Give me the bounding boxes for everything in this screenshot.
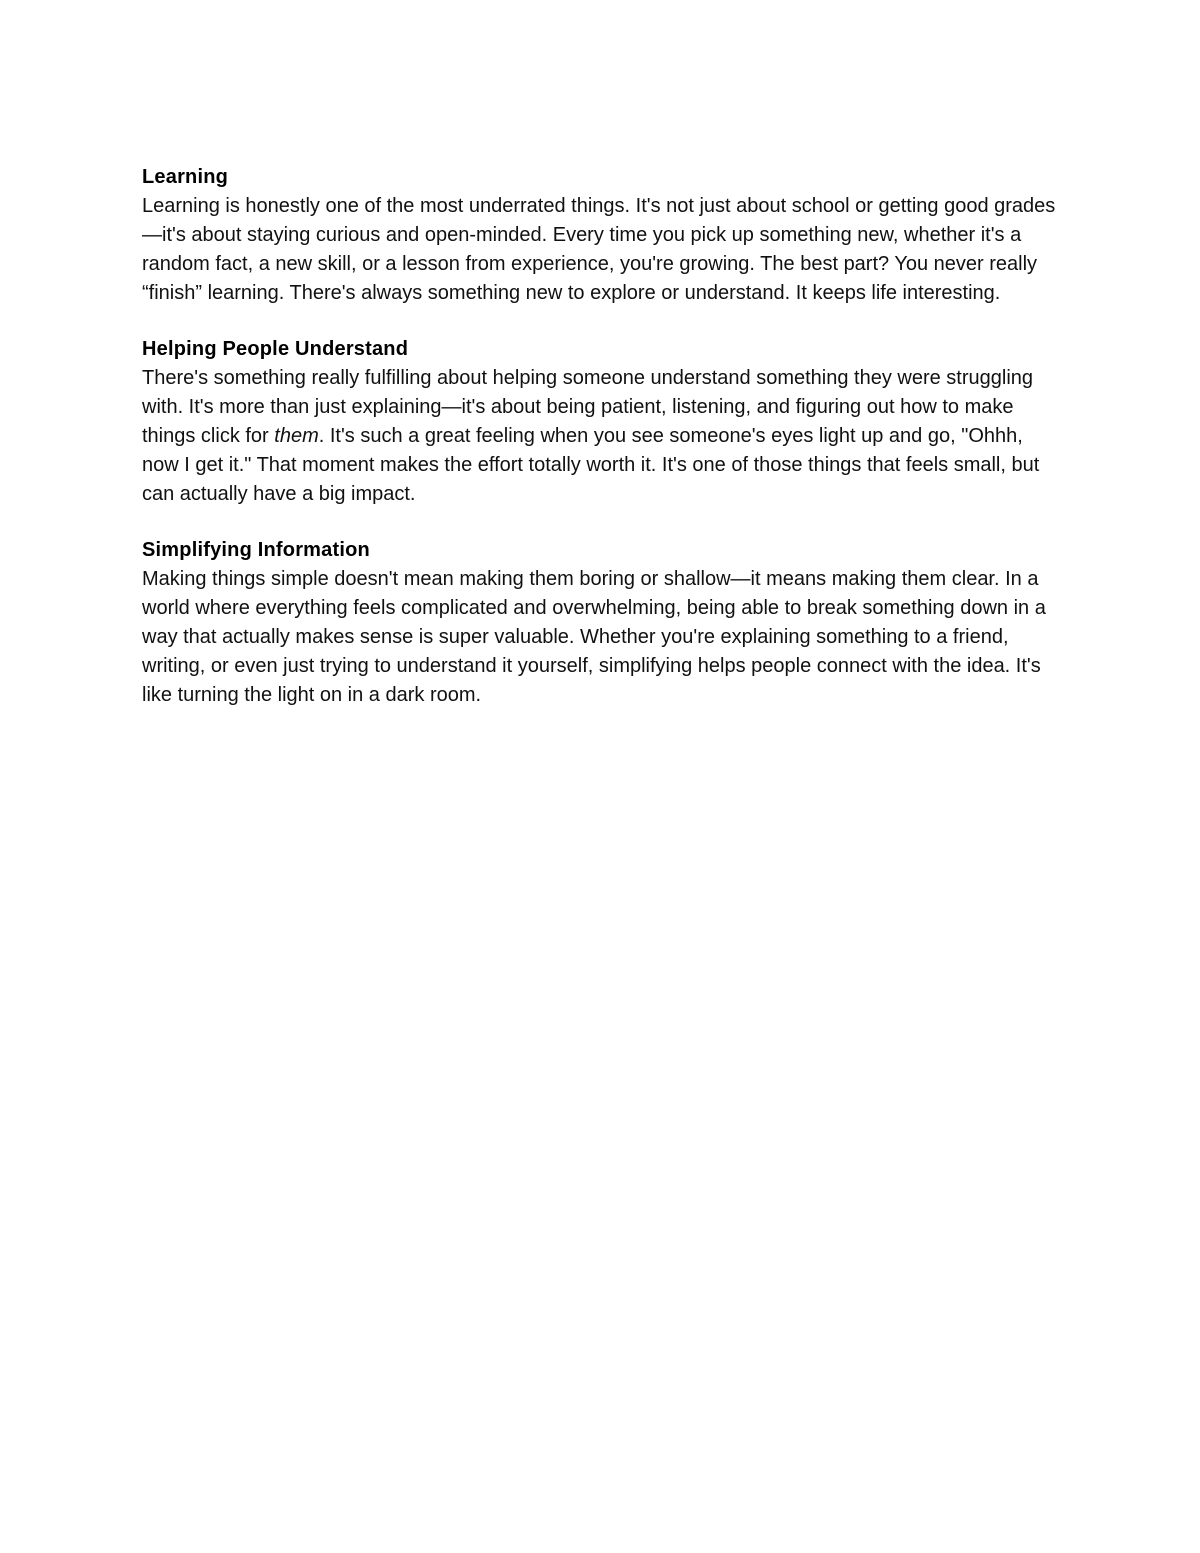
section-helping-people-understand — [142, 335, 1062, 509]
section-paragraph: Making things simple doesn't mean making them boring or shallow—it means making them clear. In a world where everything feels complicated and overwhelming, being able to break something down in a way that actually makes sense is super valuable. Whether you're explaining something to a friend, writing, or even just trying to understand it yourself, simplifying helps people connect with the idea. It's like turning the light on in a dark room. — [142, 568, 1046, 706]
section-heading: Simplifying Information — [142, 539, 370, 561]
section-heading: Helping People Understand — [142, 338, 409, 360]
section-paragraph — [142, 364, 1062, 509]
section-heading: Learning — [142, 166, 229, 188]
document-content — [142, 163, 1062, 737]
paragraph-text: There's something really fulfilling about helping someone understand something they were struggling with. It's more than just explaining—it's about being patient, listening, and figuring out how to make things click for — [142, 367, 1034, 447]
paragraph-text: . It's such a great feeling when you see someone's eyes light up and go, "Ohhh, now I get it." That moment makes the effort totally worth it. It's one of those things that feels small, but can actually have a big impact. — [142, 425, 1040, 505]
section-paragraph: Learning is honestly one of the most underrated things. It's not just about school or getting good grades—it's about staying curious and open-minded. Every time you pick up something new, whether it's a random fact, a new skill, or a lesson from experience, you're growing. The best part? You never really “finish” learning. There's always something new to explore or understand. It keeps life interesting. — [142, 195, 1056, 304]
section-learning — [142, 163, 1062, 308]
section-simplifying-information — [142, 536, 1062, 710]
emphasized-text: them — [274, 425, 319, 447]
